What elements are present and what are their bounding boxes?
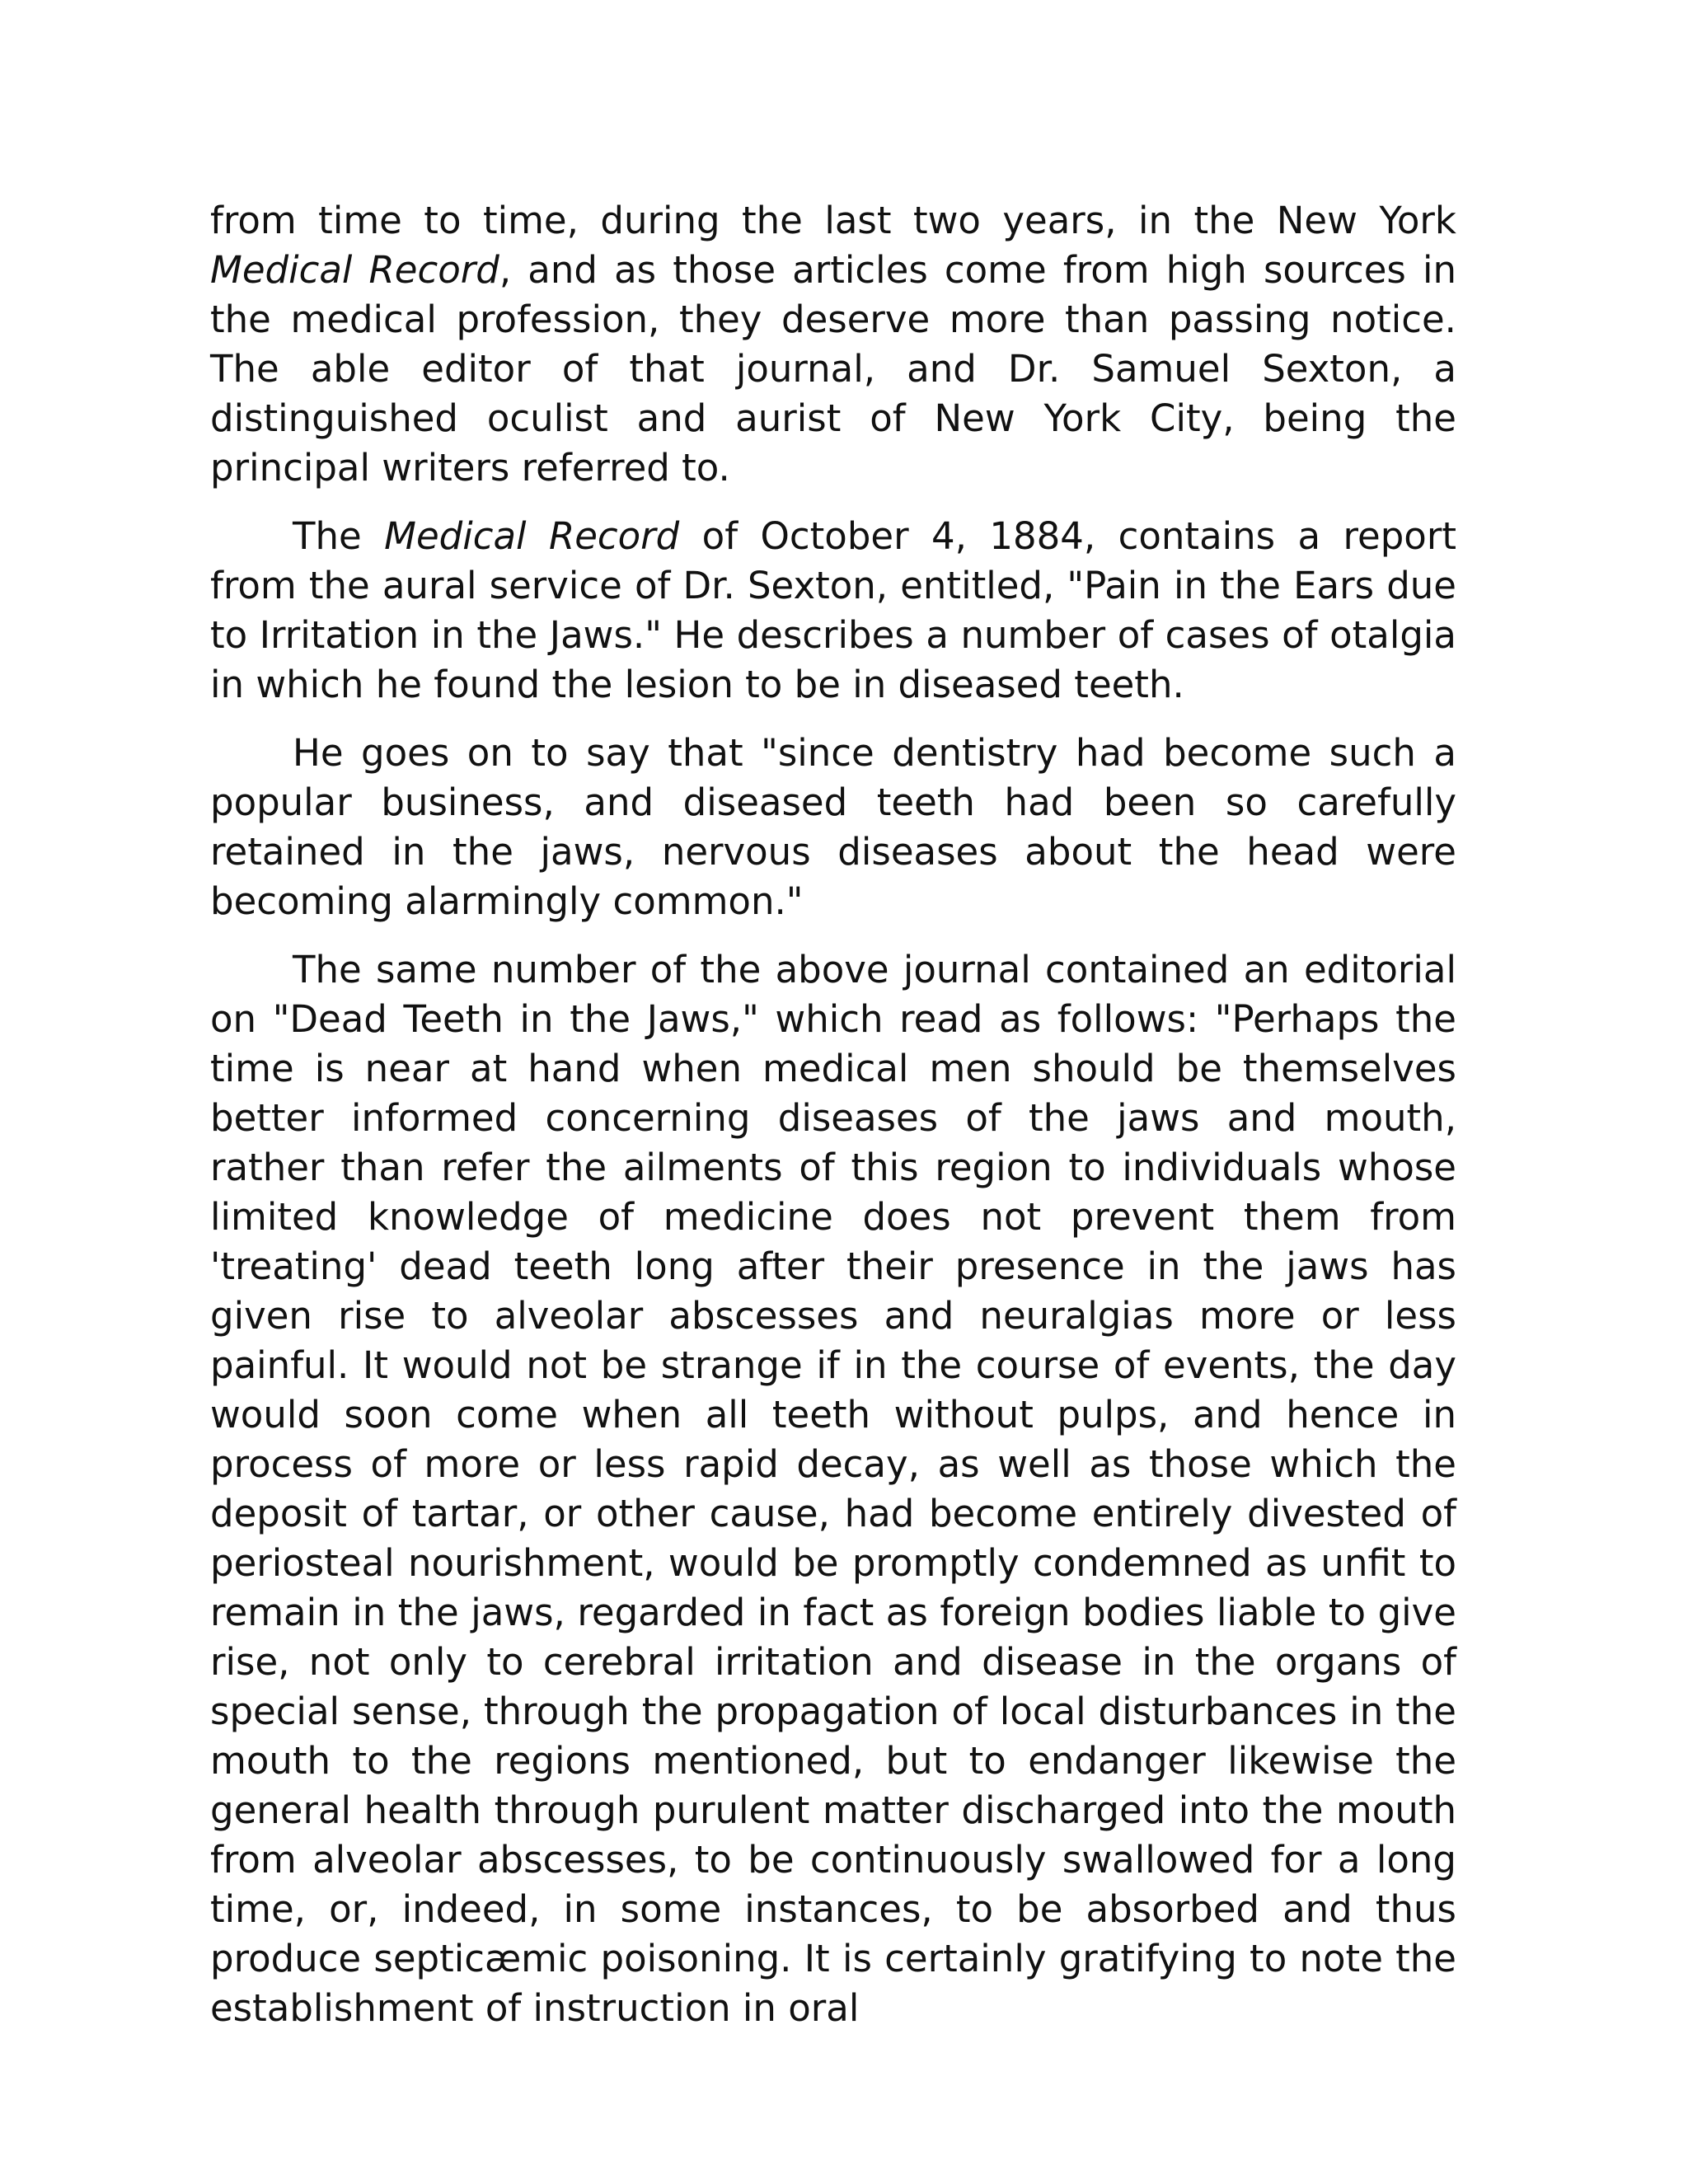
paragraph-1-text-b: , and as those articles come from high sources in the medical profession, they deserve more than passing notice. The able editor of that journal, and Dr. Samuel Sexton, a distinguished oculist and aurist of New York City, being the principal writers referred to. xyxy=(210,248,1456,490)
paragraph-2-text-b: of October 4, 1884, contains a report from the aural service of Dr. Sexton, entitled, "Pain in the Ears due to Irritation in the Jaws." He describes a number of cases of otalgia in which he found the lesion to be in diseased teeth. xyxy=(210,514,1456,706)
journal-title-italic: Medical Record xyxy=(210,248,499,292)
journal-title-italic-2: Medical Record xyxy=(384,514,680,558)
paragraph-4: The same number of the above journal contained an editorial on "Dead Teeth in the Jaws," which read as follows: "Perhaps the time is near at hand when medical men should be themselves better informed concerning diseases of the jaws and mouth, rather than refer the ailments of this region to individuals whose limited knowledge of medicine does not prevent them from 'treating' dead teeth long after their presence in the jaws has given rise to alveolar abscesses and neuralgias more or less painful. It would not be strange if in the course of events, the day would soon come when all teeth without pulps, and hence in process of more or less rapid decay, as well as those which the deposit of tartar, or other cause, had become entirely divested of periosteal nourishment, would be promptly condemned as unfit to remain in the jaws, regarded in fact as foreign bodies liable to give rise, not only to cerebral irritation and disease in the organs of special sense, through the propagation of local disturbances in the mouth to the regions mentioned, but to endanger likewise the general health through purulent matter discharged into the mouth from alveolar abscesses, to be continuously swallowed for a long time, or, indeed, in some instances, to be absorbed and thus produce septicæmic poisoning. It is certainly gratifying to note the establishment of instruction in oral xyxy=(210,948,1456,2030)
paragraph-3: He goes on to say that "since dentistry had become such a popular business, and diseased teeth had been so carefully retained in the jaws, nervous diseases about the head were becoming alarmingly common." xyxy=(210,731,1456,923)
paragraph-2-text-a: The xyxy=(293,514,385,558)
paragraph-1-text-a: from time to time, during the last two years, in the New York xyxy=(210,199,1456,242)
paragraph-2 xyxy=(210,512,1456,710)
paragraph-1 xyxy=(210,196,1456,493)
body-text xyxy=(210,196,1456,2052)
